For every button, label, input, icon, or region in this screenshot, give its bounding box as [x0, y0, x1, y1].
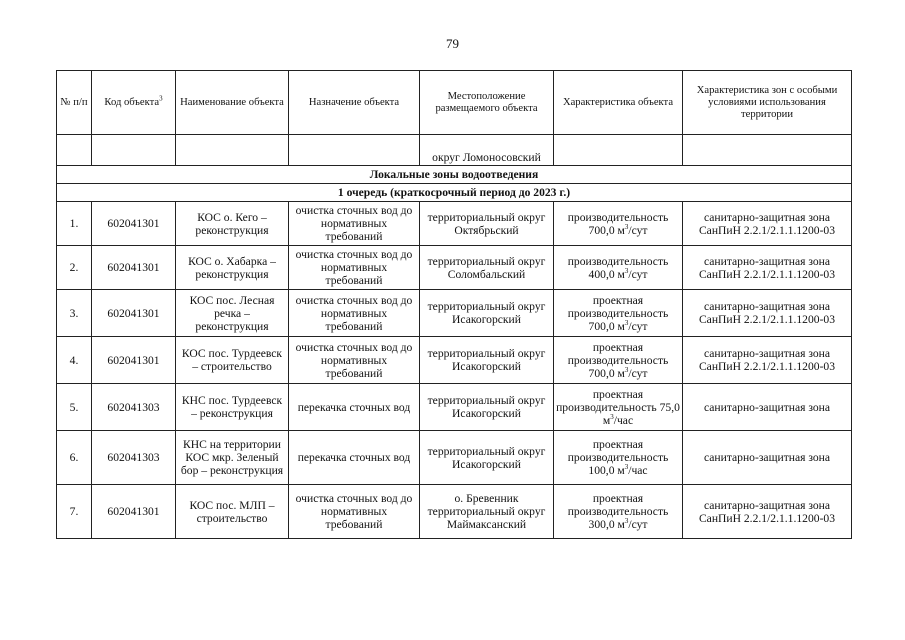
unit-exponent: 3 — [624, 318, 629, 327]
row-purpose: очистка сточных вод до нормативных требований — [289, 246, 420, 290]
subsection-row — [57, 184, 852, 202]
header-zones: Характеристика зон с особыми условиями использования территории — [683, 71, 852, 135]
footnote-mark: 3 — [159, 93, 163, 102]
header-row — [57, 71, 852, 135]
characteristic-text: производительность 400,0 м — [567, 254, 669, 281]
row-name: КОС пос. МЛП – строительство — [176, 485, 289, 539]
characteristic-unit: /сут — [628, 518, 648, 531]
header-name: Наименование объекта — [176, 71, 289, 135]
row-characteristic — [554, 290, 683, 337]
section-title: Локальные зоны водоотведения — [57, 166, 852, 184]
header-code-text: Код объекта — [104, 96, 160, 108]
header-purpose: Назначение объекта — [289, 71, 420, 135]
row-location: территориальный округ Исакогорский — [420, 337, 554, 384]
section-row — [57, 166, 852, 184]
table-row — [57, 246, 852, 290]
row-code: 602041301 — [92, 290, 176, 337]
row-location: о. Бревенник территориальный округ Маймаксанский — [420, 485, 554, 539]
unit-exponent: 3 — [610, 412, 614, 421]
row-characteristic — [554, 485, 683, 539]
characteristic-text: проектная производительность 700,0 м — [567, 293, 669, 333]
row-characteristic — [554, 246, 683, 290]
row-zone: санитарно-защитная зона — [683, 431, 852, 485]
row-num: 5. — [57, 384, 92, 431]
table-row — [57, 290, 852, 337]
continuation-location: округ Ломоносовский — [420, 135, 554, 166]
row-code: 602041303 — [92, 431, 176, 485]
characteristic-text: проектная производительность 700,0 м — [567, 340, 669, 380]
subsection-title: 1 очередь (краткосрочный период до 2023 г.) — [57, 184, 852, 202]
characteristic-unit: /час — [628, 464, 648, 477]
row-name: КОС о. Кего – реконструкция — [176, 202, 289, 246]
row-name: КОС о. Хабарка – реконструкция — [176, 246, 289, 290]
characteristic-text: проектная производительность 100,0 м — [567, 438, 669, 477]
row-zone: санитарно-защитная зона СанПиН 2.2.1/2.1.1.1200-03 — [683, 246, 852, 290]
table-row — [57, 384, 852, 431]
row-location: территориальный округ Октябрьский — [420, 202, 554, 246]
header-code — [92, 71, 176, 135]
row-name: КОС пос. Лесная речка – реконструкция — [176, 290, 289, 337]
row-purpose: очистка сточных вод до нормативных требований — [289, 290, 420, 337]
row-name: КОС пос. Турдеевск – строительство — [176, 337, 289, 384]
characteristic-unit: /сут — [628, 267, 648, 281]
row-code: 602041301 — [92, 485, 176, 539]
row-num: 3. — [57, 290, 92, 337]
unit-exponent: 3 — [624, 266, 629, 275]
row-code: 602041301 — [92, 246, 176, 290]
continuation-row — [57, 135, 852, 166]
table-row — [57, 337, 852, 384]
unit-exponent: 3 — [624, 517, 629, 526]
objects-table — [56, 70, 852, 539]
characteristic-unit: /сут — [628, 366, 648, 380]
characteristic-unit: /сут — [628, 319, 648, 333]
row-zone: санитарно-защитная зона СанПиН 2.2.1/2.1.1.1200-03 — [683, 202, 852, 246]
row-num: 7. — [57, 485, 92, 539]
row-purpose: очистка сточных вод до нормативных требований — [289, 202, 420, 246]
characteristic-text: производительность 700,0 м — [567, 210, 669, 237]
unit-exponent: 3 — [624, 222, 629, 231]
row-code: 602041301 — [92, 202, 176, 246]
row-num: 6. — [57, 431, 92, 485]
header-location: Местоположение размещаемого объекта — [420, 71, 554, 135]
row-characteristic — [554, 202, 683, 246]
row-name: КНС пос. Турдеевск – реконструкция — [176, 384, 289, 431]
row-zone: санитарно-защитная зона — [683, 384, 852, 431]
characteristic-text: проектная производительность 75,0 м — [556, 387, 680, 427]
row-num: 4. — [57, 337, 92, 384]
row-num: 2. — [57, 246, 92, 290]
row-location: территориальный округ Исакогорский — [420, 290, 554, 337]
row-code: 602041303 — [92, 384, 176, 431]
row-characteristic — [554, 337, 683, 384]
header-num: № п/п — [57, 71, 92, 135]
row-purpose: перекачка сточных вод — [289, 431, 420, 485]
header-characteristic: Характеристика объекта — [554, 71, 683, 135]
row-location: территориальный округ Исакогорский — [420, 431, 554, 485]
characteristic-text: проектная производительность 300,0 м — [567, 492, 669, 531]
table-row — [57, 431, 852, 485]
characteristic-unit: /сут — [628, 223, 648, 237]
row-name: КНС на территории КОС мкр. Зеленый бор – реконструкция — [176, 431, 289, 485]
characteristic-unit: /час — [613, 413, 634, 427]
row-characteristic — [554, 384, 683, 431]
row-num: 1. — [57, 202, 92, 246]
row-purpose: очистка сточных вод до нормативных требований — [289, 337, 420, 384]
row-location: территориальный округ Исакогорский — [420, 384, 554, 431]
table-row — [57, 202, 852, 246]
row-zone: санитарно-защитная зона СанПиН 2.2.1/2.1.1.1200-03 — [683, 337, 852, 384]
row-zone: санитарно-защитная зона СанПиН 2.2.1/2.1.1.1200-03 — [683, 485, 852, 539]
row-zone: санитарно-защитная зона СанПиН 2.2.1/2.1.1.1200-03 — [683, 290, 852, 337]
row-location: территориальный округ Соломбальский — [420, 246, 554, 290]
unit-exponent: 3 — [624, 463, 629, 472]
page-number: 79 — [446, 36, 459, 51]
row-characteristic — [554, 431, 683, 485]
unit-exponent: 3 — [624, 365, 629, 374]
row-purpose: перекачка сточных вод — [289, 384, 420, 431]
row-code: 602041301 — [92, 337, 176, 384]
row-purpose: очистка сточных вод до нормативных требований — [289, 485, 420, 539]
table-row — [57, 485, 852, 539]
